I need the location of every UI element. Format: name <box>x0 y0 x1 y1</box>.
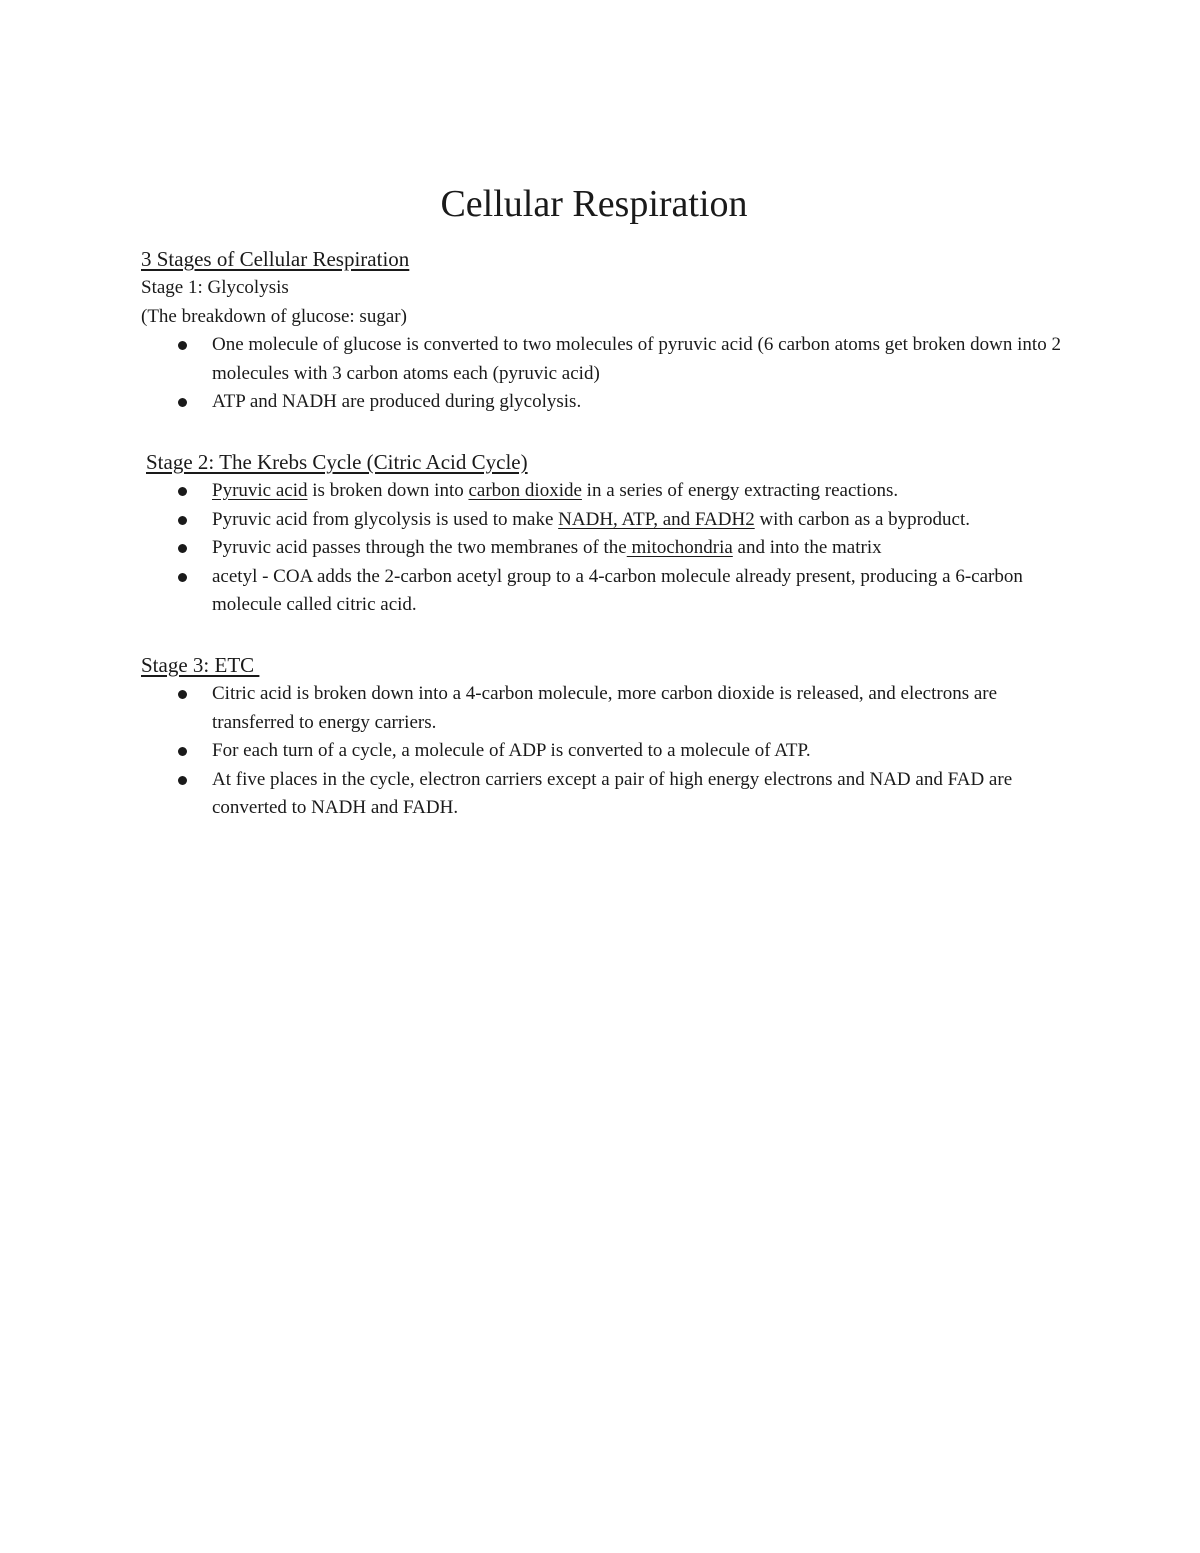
list-item-text: One molecule of glucose is converted to two molecules of pyruvic acid (6 carbon atoms get broken down into 2 molecules with 3 carbon atoms each (pyruvic acid) <box>212 334 1061 384</box>
section-heading-stages: 3 Stages of Cellular Respiration <box>141 247 410 271</box>
list-item-text: Pyruvic acid from glycolysis is used to make <box>212 508 559 530</box>
stage1-bullet-list <box>141 331 1071 417</box>
section-heading-stage2: Stage 2: The Krebs Cycle (Citric Acid Cycle) <box>146 449 528 474</box>
bullet-icon <box>178 341 187 350</box>
list-item-text: At five places in the cycle, electron carriers except a pair of high energy electrons and NAD and FAD are converted to NADH and FADH. <box>212 768 1013 819</box>
list-item-text: Citric acid is broken down into a 4-carbon molecule, more carbon dioxide is released, and electrons are transferred to energy carriers. <box>212 682 998 733</box>
bullet-icon <box>178 487 187 496</box>
document-body <box>141 244 1071 823</box>
section-spacer <box>141 417 1071 447</box>
list-item <box>141 477 1071 506</box>
list-item <box>141 388 1071 417</box>
bullet-icon <box>178 747 187 756</box>
list-item <box>141 680 1071 737</box>
list-item <box>141 331 1071 388</box>
section-heading-stage3: Stage 3: ETC <box>141 652 260 677</box>
list-item-text: in a series of energy extracting reactions. <box>581 479 899 501</box>
term-carbon-dioxide: carbon dioxide <box>468 479 582 501</box>
term-energy-carriers: NADH, ATP, and FADH2 <box>558 508 755 530</box>
list-item-text: is broken down into <box>307 479 469 501</box>
list-item-text: ATP and NADH are produced during glycolysis. <box>212 391 582 413</box>
list-item <box>141 534 1071 563</box>
list-item-text: and into the matrix <box>732 537 882 559</box>
list-item-text: acetyl - COA adds the 2-carbon acetyl group to a 4-carbon molecule already present, producing a 6-carbon molecule called citric acid. <box>212 565 1023 616</box>
bullet-icon <box>178 544 187 553</box>
stage1-label: Stage 1: Glycolysis <box>141 277 289 298</box>
stage1-subtitle: (The breakdown of glucose: sugar) <box>141 305 407 327</box>
bullet-icon <box>178 516 187 525</box>
section-spacer <box>141 620 1071 650</box>
list-item-text: For each turn of a cycle, a molecule of ADP is converted to a molecule of ATP. <box>212 740 811 762</box>
list-item <box>141 506 1071 535</box>
stage2-bullet-list <box>141 477 1071 620</box>
list-item <box>141 737 1071 766</box>
bullet-icon <box>178 398 187 407</box>
bullet-icon <box>178 573 187 582</box>
term-pyruvic-acid: Pyruvic acid <box>212 479 308 501</box>
document-title: Cellular Respiration <box>440 183 748 225</box>
bullet-icon <box>178 776 187 785</box>
stage3-bullet-list <box>141 680 1071 823</box>
bullet-icon <box>178 690 187 699</box>
list-item-text: Pyruvic acid passes through the two membranes of the <box>212 537 627 559</box>
term-mitochondria: mitochondria <box>626 537 733 559</box>
list-item <box>141 766 1071 823</box>
list-item <box>141 563 1071 620</box>
list-item-text: with carbon as a byproduct. <box>754 508 970 530</box>
